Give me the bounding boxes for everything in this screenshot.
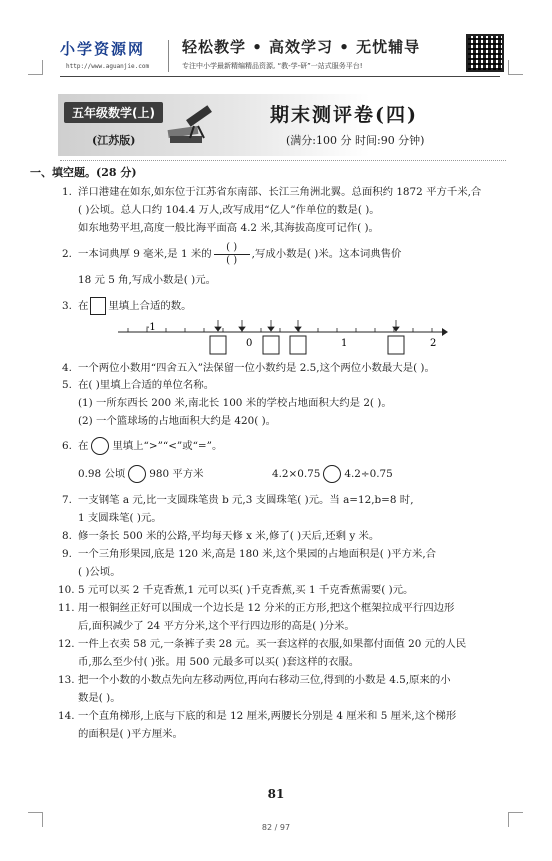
comparison-circle[interactable] [128, 465, 146, 483]
question-6-text-b: 里填上“>”“<”或“=”。 [112, 440, 223, 452]
question-11-line-2: 后,面积减少了 24 平方分米,这个平行四边形的高是( )分米。 [78, 620, 355, 632]
grade-label: 五年级数学(上) [64, 102, 163, 123]
question-1-line-2: ( )公顷。总人口约 104.4 万人,改写成用“亿人”作单位的数是( )。 [78, 204, 380, 216]
question-9-line-2: ( )公顷。 [78, 566, 121, 578]
question-13-line-1: 把一个小数的小数点先向左移动两位,再向右移动三位,得到的小数是 4.5,原来的小 [78, 674, 451, 686]
question-number: 5. [62, 379, 72, 391]
question-number: 12. [58, 638, 75, 650]
question-2-line-2: 18 元 5 角,写成小数是( )元。 [78, 274, 216, 286]
question-8-line-1: 修一条长 500 米的公路,平均每天修 x 米,修了( )天后,还剩 y 米。 [78, 530, 380, 542]
question-14-line-1: 一个直角梯形,上底与下底的和是 12 厘米,两腰长分别是 4 厘米和 5 厘米,这个梯形 [78, 710, 457, 722]
question-2-text-b: ,写成小数是( )米。这本词典售价 [251, 248, 402, 260]
compare-right: 4.2÷0.75 [344, 468, 393, 480]
question-7-line-1: 一支钢笔 a 元,比一支圆珠笔贵 b 元,3 支圆珠笔( )元。当 a=12,b=8 时, [78, 494, 414, 506]
question-6-line-1 [78, 436, 222, 456]
question-6-compare-1 [78, 464, 204, 484]
question-2-line-1 [78, 240, 401, 268]
page-number: 81 [267, 787, 285, 801]
tick-label-0: 0 [246, 338, 253, 349]
site-url[interactable]: http://www.aguanjie.com [66, 63, 150, 70]
question-5-line-2: (1) 一所东西长 200 米,南北长 100 米的学校占地面积大约是 2( )。 [78, 397, 392, 409]
title-divider [60, 160, 506, 161]
compare-left: 4.2×0.75 [272, 468, 321, 480]
question-number: 10. [58, 584, 75, 596]
question-3-text-b: 里填上合适的数。 [108, 300, 192, 312]
crop-mark-top-right [508, 60, 523, 75]
question-6-text-a: 在 [78, 440, 89, 452]
header-rule [60, 76, 500, 77]
question-2-text-a: 一本词典厚 9 毫米,是 1 米的 [78, 248, 212, 260]
number-line [118, 318, 448, 364]
question-9-line-1: 一个三角形果园,底是 120 米,高是 180 米,这个果园的占地面积是( )平方米,合 [78, 548, 437, 560]
question-12-line-1: 一件上衣卖 58 元,一条裤子卖 28 元。买一套这样的衣服,如果都付面值 20 元的人民 [78, 638, 467, 650]
question-number: 14. [58, 710, 75, 722]
tick-label-2: 2 [430, 338, 437, 349]
question-14-line-2: 的面积是( )平方厘米。 [78, 728, 183, 740]
crop-mark-top-left [28, 60, 43, 75]
question-11-line-1: 用一根铜丝正好可以围成一个边长是 12 分米的正方形,把这个框架拉成平行四边形 [78, 602, 455, 614]
question-6-compare-2 [272, 464, 393, 484]
fraction-numerator: ( ) [226, 241, 238, 253]
header-slogan: 轻松教学 • 高效学习 • 无忧辅导 [182, 38, 421, 56]
exam-title: 期末测评卷(四) [270, 104, 418, 126]
header-divider [168, 40, 169, 72]
site-logo: 小学资源网 [60, 40, 146, 58]
edition-label: (江苏版) [92, 134, 136, 147]
question-4-line-1: 一个两位小数用“四舍五入”法保留一位小数约是 2.5,这个两位小数最大是( )。 [78, 362, 435, 374]
question-5-line-1: 在( )里填上合适的单位名称。 [78, 379, 215, 391]
question-number: 3. [62, 300, 72, 312]
question-number: 2. [62, 248, 72, 260]
question-1-line-1: 洋口港建在如东,如东位于江苏省东南部、长江三角洲北翼。总面积约 1872 平方千米,合 [78, 186, 482, 198]
question-number: 8. [62, 530, 72, 542]
question-number: 7. [62, 494, 72, 506]
question-5-line-3: (2) 一个篮球场的占地面积大约是 420( )。 [78, 415, 277, 427]
question-number: 1. [62, 186, 72, 198]
question-1-line-3: 如东地势平坦,高度一般比海平面高 4.2 米,其海拔高度可记作( )。 [78, 222, 379, 234]
question-12-line-2: 币,那么至少付( )张。用 500 元最多可以买( )套这样的衣服。 [78, 656, 360, 668]
qr-code-icon [466, 34, 504, 72]
question-3-line-1 [78, 296, 192, 316]
comparison-circle[interactable] [323, 465, 341, 483]
fraction-denominator: ( ) [226, 254, 238, 266]
section-heading: 一、填空题。(28 分) [30, 166, 137, 179]
tick-label-1: 1 [341, 338, 348, 349]
question-3-text-a: 在 [78, 300, 89, 312]
exam-meta: (满分:100 分 时间:90 分钟) [286, 134, 425, 147]
compare-left: 0.98 公顷 [78, 468, 126, 480]
question-10-line-1: 5 元可以买 2 千克香蕉,1 元可以买( )千克香蕉,买 1 千克香蕉需要( )元。 [78, 584, 414, 596]
question-7-line-2: 1 支圆珠笔( )元。 [78, 512, 162, 524]
question-number: 4. [62, 362, 72, 374]
page-counter: 82 / 97 [261, 823, 291, 832]
tick-label-neg1: -1 [146, 322, 156, 333]
answer-box[interactable] [90, 297, 106, 315]
question-number: 11. [58, 602, 75, 614]
books-telescope-icon [164, 104, 218, 148]
question-number: 9. [62, 548, 72, 560]
header-tagline: 专注中小学最新精编精品资源, “教-学-研”一站式服务平台! [182, 62, 363, 70]
question-number: 13. [58, 674, 75, 686]
comparison-circle[interactable] [91, 437, 109, 455]
question-number: 6. [62, 440, 72, 452]
compare-right: 980 平方米 [149, 468, 204, 480]
question-13-line-2: 数是( )。 [78, 692, 121, 704]
fraction-blank[interactable] [214, 243, 250, 266]
